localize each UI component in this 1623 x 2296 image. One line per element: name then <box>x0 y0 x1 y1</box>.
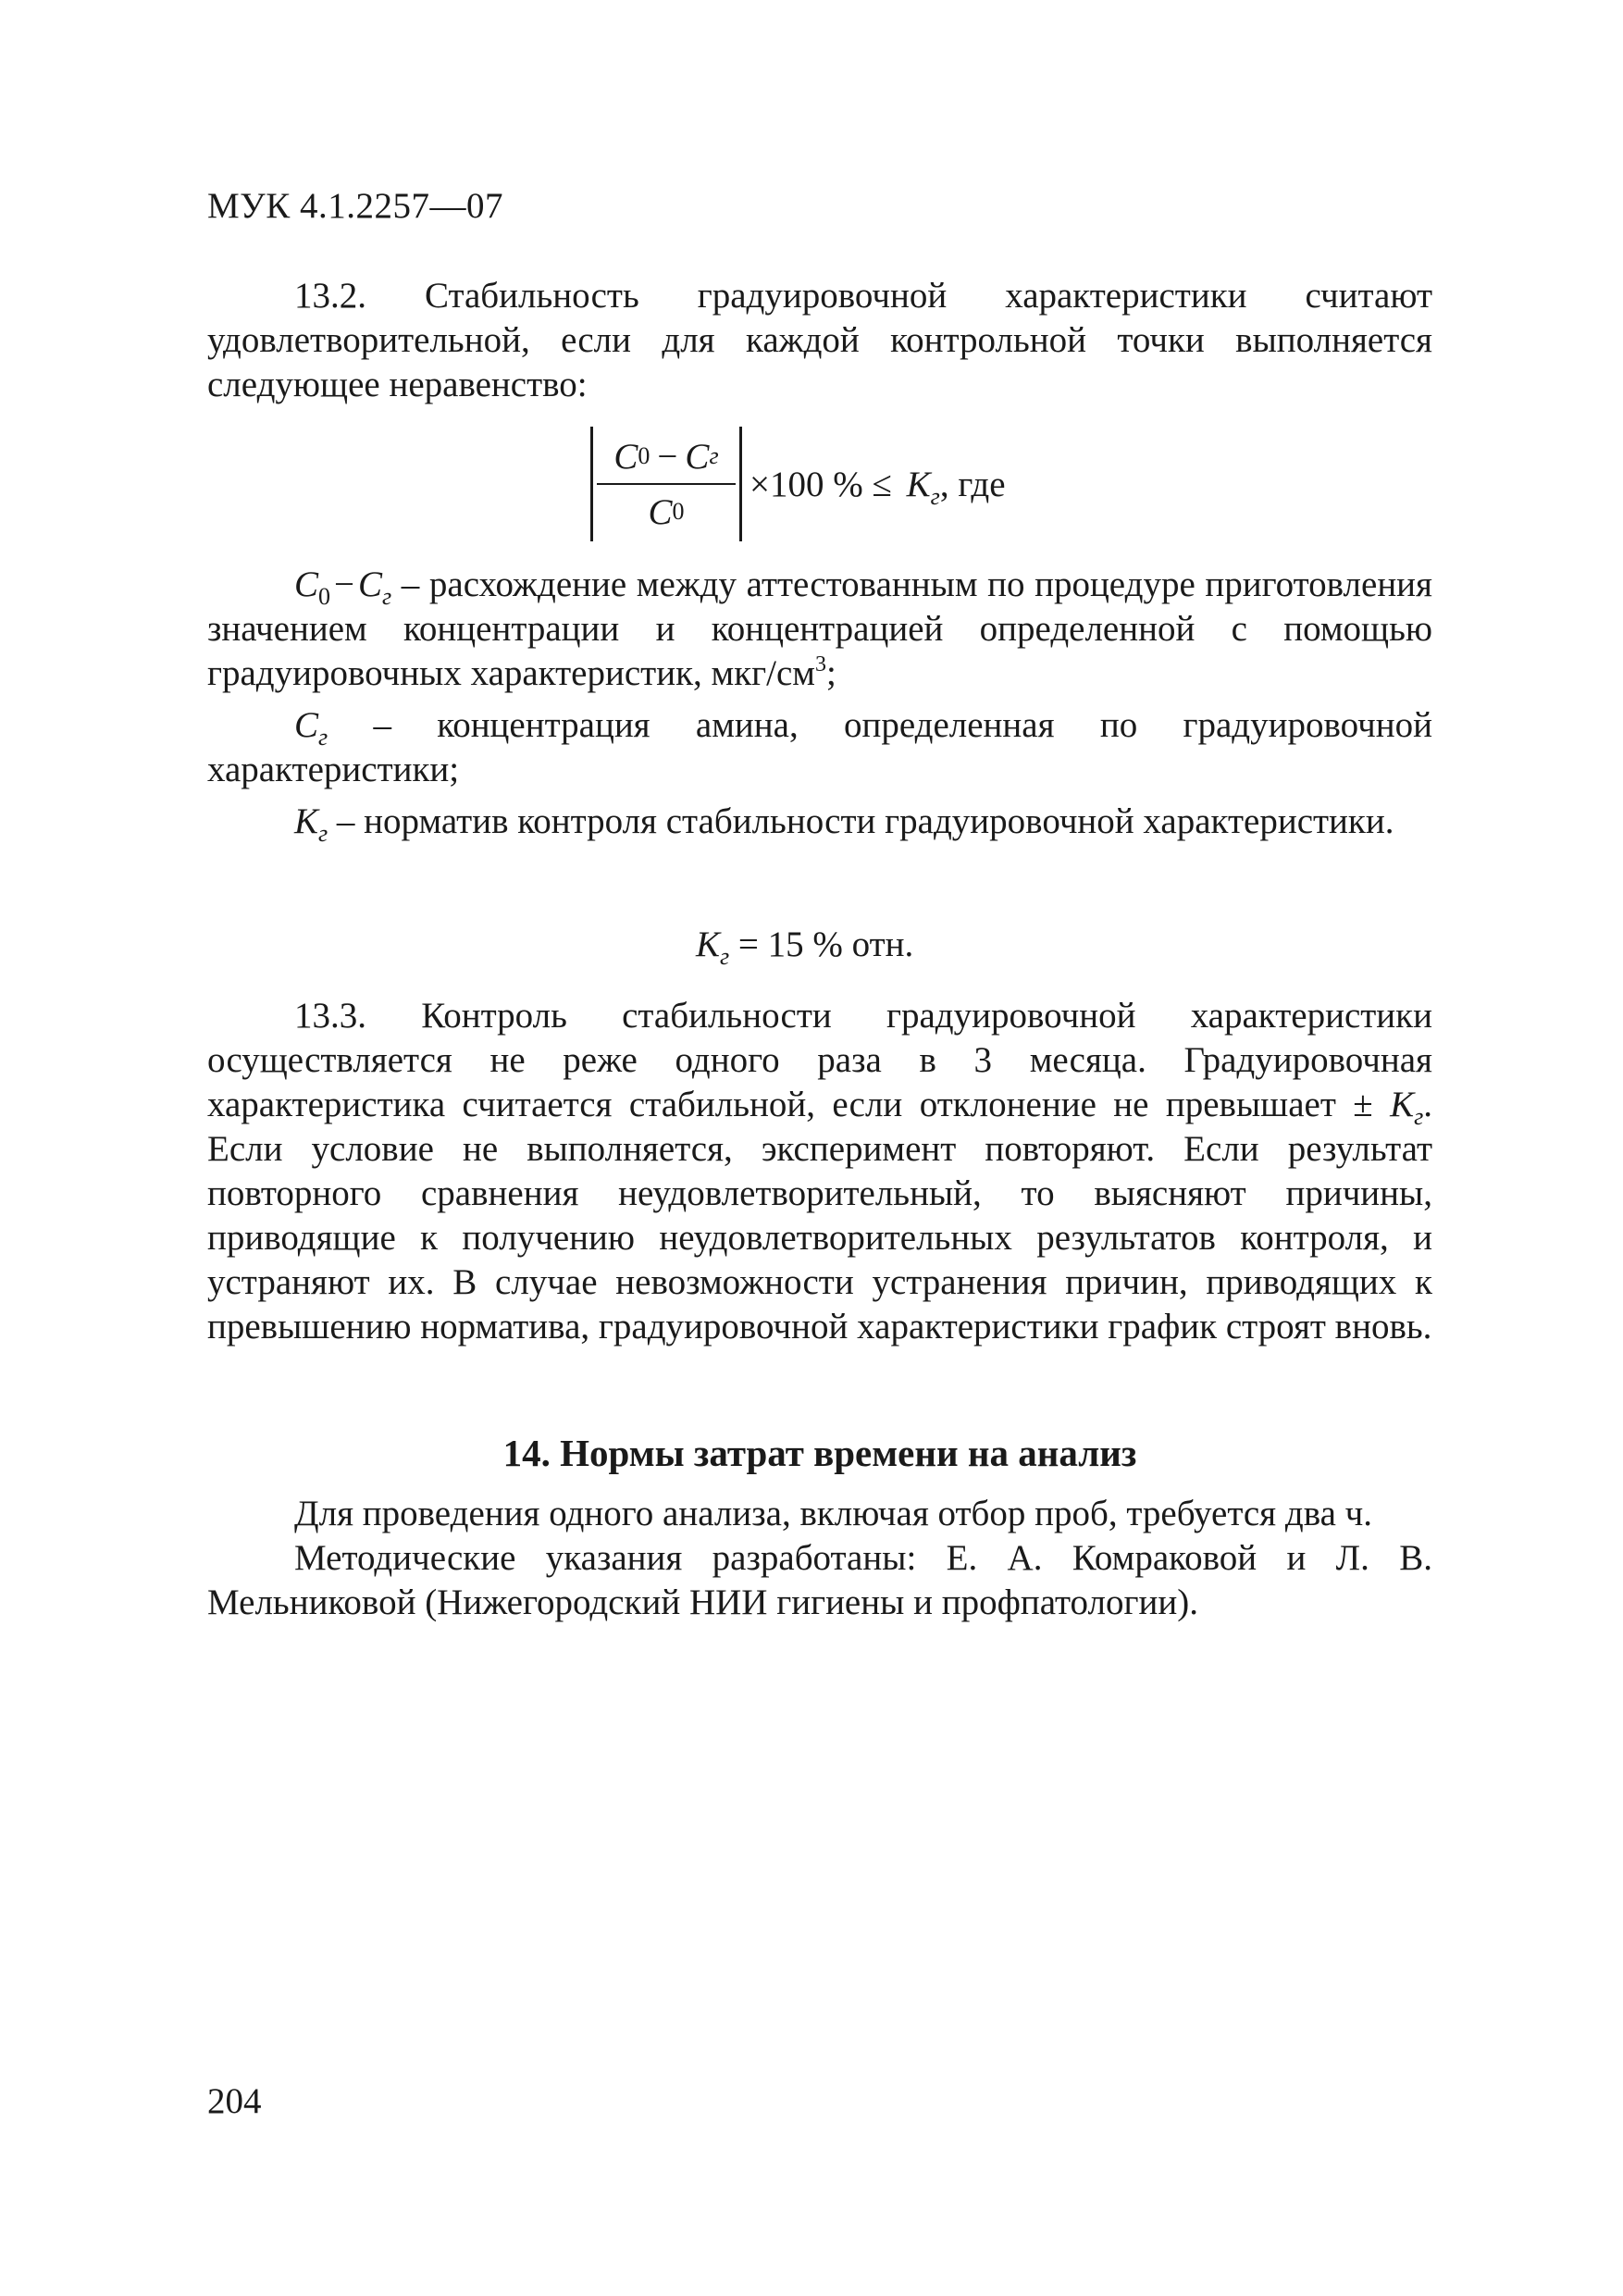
section-14-authors: Методические указания разработаны: Е. А. Комраковой и Л. В. Мельниковой (Нижегородский НИИ гигиены и профпатологии). <box>207 1538 1432 1622</box>
stability-inequality-formula <box>590 424 1006 544</box>
formula-right-side: ×100 % ≤ $K_г$, где <box>750 464 1006 510</box>
norm-value-formula: $K_г = 15$ % отн. <box>696 925 914 970</box>
section-14-time-norm: Для проведения одного анализа, включая отбор проб, требуется два ч. <box>294 1494 1373 1533</box>
definitions-block <box>207 563 1432 847</box>
definition-measured-concentration: $C_г$ – концентрация амина, определенная по градуировочной характеристики; <box>207 705 1432 789</box>
fraction-denominator: C 0 <box>648 491 685 532</box>
page-number: 204 <box>207 2081 262 2121</box>
section-14-heading: 14. Нормы затрат времени на анализ <box>502 1432 1137 1474</box>
definition-concentration-difference: $C_0 - C_г$ – расхождение между аттестованным по процедуре приготовления значением концентрации и концентрацией определенной с помощью градуировочных характеристик, мкг/$см^3$; <box>207 565 1432 693</box>
paragraph-13-2-text: 13.2. Стабильность градуировочной характеристики считают удовлетворительной, если для каждой контрольной точки выполняется следующее неравенство: <box>207 276 1432 404</box>
fraction-numerator: C 0 − C г <box>613 436 719 477</box>
formula-fraction <box>593 429 739 539</box>
document-code-header: МУК 4.1.2257—07 <box>207 186 504 226</box>
paragraph-13-3 <box>207 994 1432 1349</box>
definition-stability-norm: $K_г$ – норматив контроля стабильности градуировочной характеристики. <box>294 801 1394 847</box>
paragraph-13-3-text: 13.3. Контроль стабильности градуировочной характеристики осуществляется не реже одного раза в 3 месяца. Градуировочная характеристика считается стабильной, если отклонение не превышает ± $K_г$. Если условие не выполняется, эксперимент повторяют. Если результат повторного сравнения неудовлетворительный, то выясняют причины, приводящие к получению неудовлетворительных результатов контроля, и устраняют их. В случае невозможности устранения причин, приводящих к превышению норматива, градуировочной характеристики график строят вновь. <box>207 996 1432 1347</box>
paragraph-13-2 <box>207 274 1432 407</box>
section-14-body <box>207 1492 1432 1625</box>
